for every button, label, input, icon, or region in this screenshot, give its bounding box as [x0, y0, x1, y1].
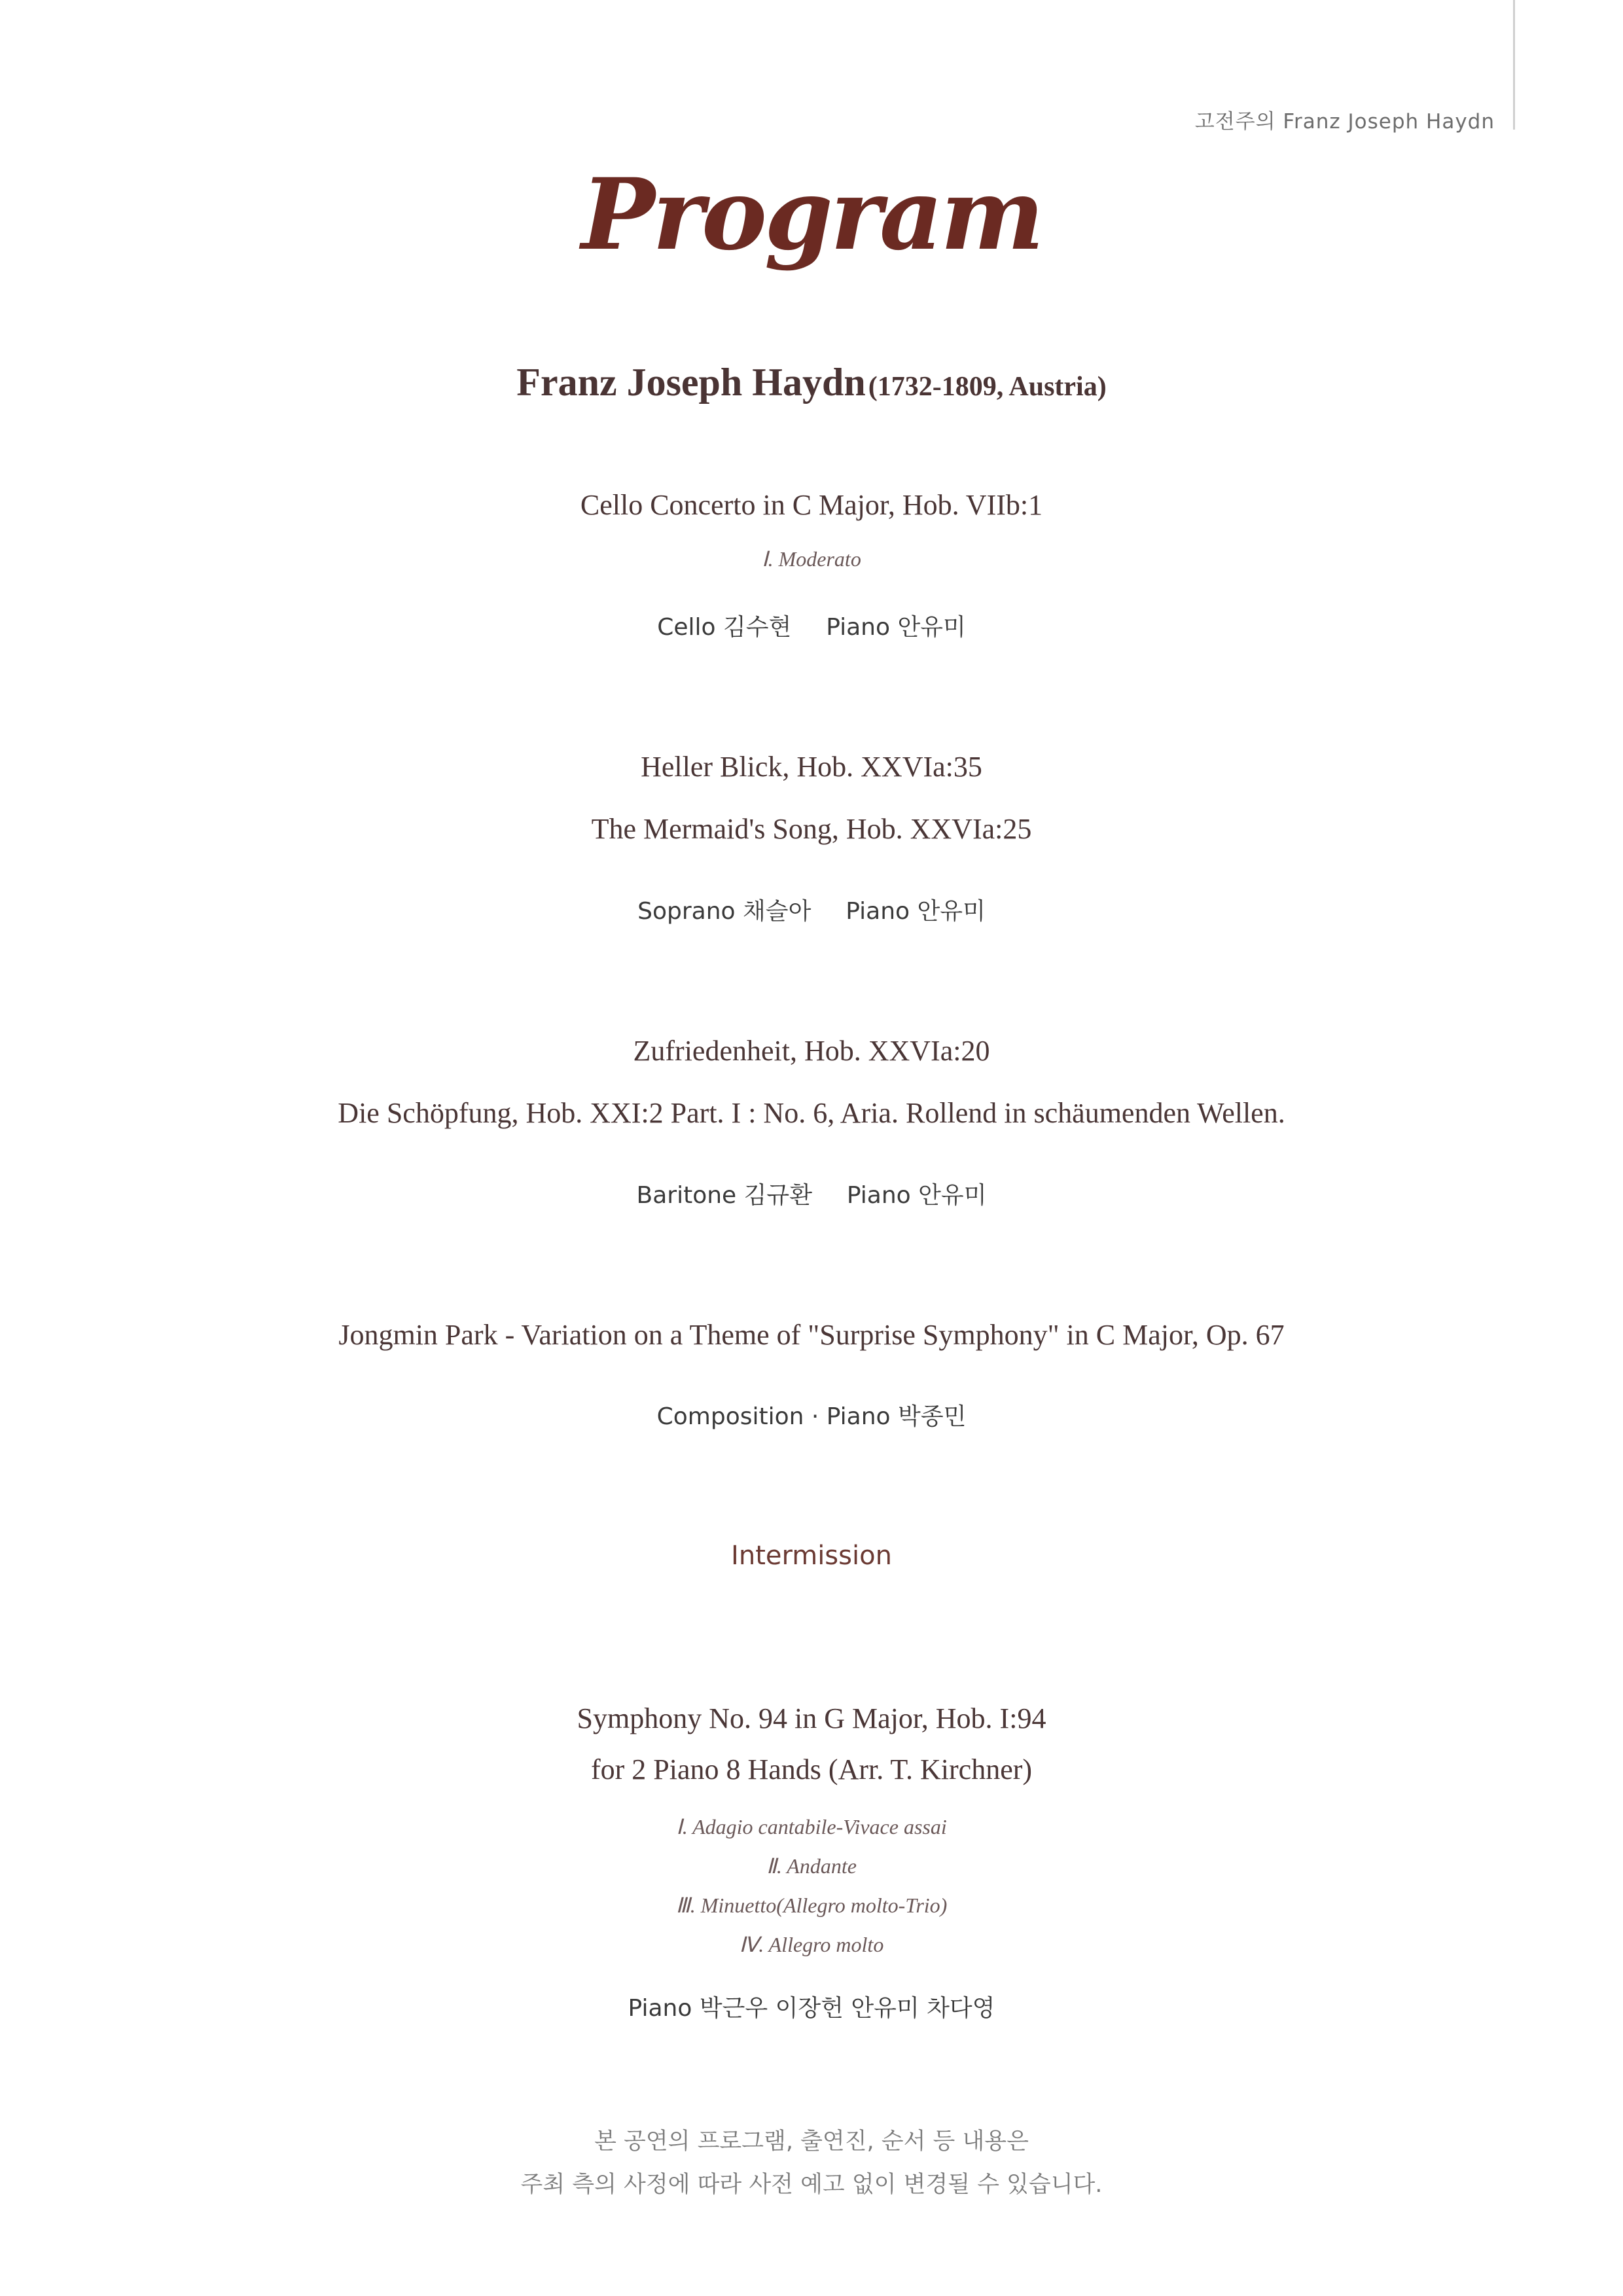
- movement: Ⅰ. Adagio cantabile-Vivace assai: [676, 1815, 947, 1839]
- performer-role: Cello: [657, 614, 716, 641]
- performer-names: 안유미: [918, 1182, 987, 1209]
- performer-names: 김규환: [743, 1182, 812, 1209]
- composer-name: Franz Joseph Haydn: [516, 361, 866, 404]
- performer-names: 안유미: [897, 614, 966, 641]
- performer-role: Piano: [826, 614, 891, 641]
- work-title: Jongmin Park - Variation on a Theme of "Surprise Symphony" in C Major, Op. 67: [338, 1319, 1285, 1351]
- composer-heading: [0, 360, 1623, 405]
- work-title: Heller Blick, Hob. XXVIa:35: [641, 751, 982, 783]
- performer-role: Piano: [846, 898, 910, 925]
- performer-names: 박근우 이장헌 안유미 차다영: [699, 1995, 995, 2022]
- notice-line: 주최 측의 사정에 따라 사전 예고 없이 변경될 수 있습니다.: [520, 2172, 1103, 2198]
- notice-line: 본 공연의 프로그램, 출연진, 순서 등 내용은: [594, 2128, 1029, 2155]
- performers-line: [0, 1177, 1623, 1210]
- work-title: The Mermaid's Song, Hob. XXVIa:25: [591, 813, 1032, 845]
- movement: Ⅰ. Moderato: [762, 547, 861, 571]
- performer-names: 박종민: [898, 1403, 967, 1430]
- performer-role: Soprano: [637, 898, 736, 925]
- performers-line: [0, 609, 1623, 642]
- performer-names: 채슬아: [743, 898, 812, 925]
- work-title: Cello Concerto in C Major, Hob. VIIb:1: [580, 489, 1043, 521]
- performers-line: [0, 1398, 1623, 1431]
- intermission-label: Intermission: [731, 1541, 892, 1571]
- performer-role: Piano: [628, 1995, 692, 2022]
- performers-line: [0, 1990, 1623, 2023]
- composer-dates: (1732-1809, Austria): [868, 372, 1107, 402]
- corner-rule: [1513, 0, 1515, 130]
- performer-names: 안유미: [917, 898, 986, 925]
- work-title: Zufriedenheit, Hob. XXVIa:20: [633, 1035, 990, 1067]
- page-title: Program: [581, 157, 1042, 272]
- running-header: 고전주의 Franz Joseph Haydn: [1194, 110, 1495, 134]
- movement: Ⅲ. Minuetto(Allegro molto-Trio): [675, 1893, 948, 1917]
- movement: Ⅱ. Andante: [766, 1854, 857, 1878]
- performers-line: [0, 893, 1623, 926]
- performer-role: Piano: [846, 1182, 911, 1209]
- performer-names: 김수현: [722, 614, 792, 641]
- work-title: Symphony No. 94 in G Major, Hob. I:94: [577, 1702, 1046, 1734]
- movement: Ⅳ. Allegro molto: [739, 1933, 884, 1956]
- work-title: Die Schöpfung, Hob. XXI:2 Part. I : No. 6, Aria. Rollend in schäumenden Wellen.: [338, 1097, 1285, 1129]
- performer-role: Baritone: [636, 1182, 737, 1209]
- performer-role: Composition · Piano: [656, 1403, 891, 1430]
- work-subtitle: for 2 Piano 8 Hands (Arr. T. Kirchner): [590, 1753, 1033, 1785]
